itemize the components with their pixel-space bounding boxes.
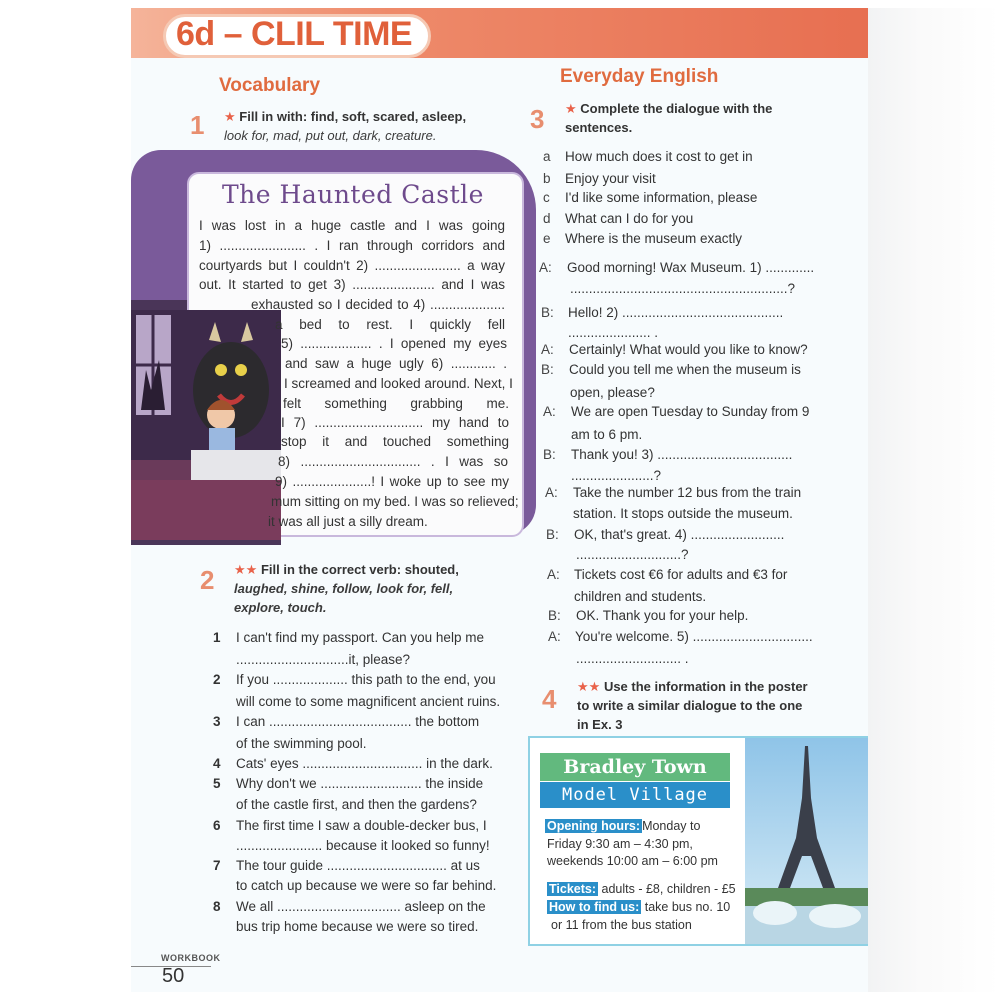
star-icon: ★★: [577, 679, 601, 694]
poster-hours-line3: weekends 10:00 am – 6:00 pm: [547, 854, 718, 868]
dialogue-line: Good morning! Wax Museum. 1) .............: [567, 260, 815, 275]
option-letter: d: [543, 211, 551, 226]
story-line: I was lost in a huge castle and I was going: [199, 218, 505, 233]
page-title: 6d – CLIL TIME: [176, 15, 413, 53]
exercise-2-line: bus trip home because we were so tired.: [236, 919, 479, 934]
story-line: it was all just a silly dream.: [268, 514, 428, 529]
haunted-castle-illustration: [131, 310, 281, 540]
dialogue-line: children and students.: [574, 589, 707, 604]
exercise-1-instruction: [224, 107, 466, 145]
star-icon: ★: [565, 101, 577, 116]
option-text: What can I do for you: [565, 211, 694, 226]
item-number: 6: [213, 818, 221, 833]
story-line: out. It started to get 3) ...................... and I was: [199, 277, 505, 292]
exercise-2-line: will come to some magnificent ancient ruins.: [236, 694, 501, 709]
instruction-line: look for, mad, put out, dark, creature.: [224, 128, 437, 143]
instruction-line: to write a similar dialogue to the one: [577, 698, 803, 713]
story-line: felt something grabbing me.: [283, 396, 509, 411]
poster-title-1: Bradley Town: [540, 753, 730, 781]
vocabulary-heading: Vocabulary: [219, 75, 321, 96]
option-text: How much does it cost to get in: [565, 149, 753, 164]
option-text: Where is the museum exactly: [565, 231, 743, 246]
story-line: stop it and touched something: [281, 434, 509, 449]
instruction-line: Complete the dialogue with the: [580, 101, 773, 116]
exercise-2-line: Cats' eyes ................................ in the dark.: [236, 756, 493, 771]
exercise-2-instruction: [234, 560, 459, 617]
instruction-line: explore, touch.: [234, 600, 327, 615]
poster-find-text1: take bus no. 10: [644, 900, 731, 914]
dialogue-line: OK. Thank you for your help.: [576, 608, 749, 623]
speaker-label: A:: [539, 260, 552, 275]
instruction-line: in Ex. 3: [577, 717, 623, 732]
exercise-2-line: of the swimming pool.: [236, 736, 367, 751]
story-line: I screamed and looked around. Next, I: [284, 376, 513, 391]
star-icon: ★★: [234, 562, 258, 577]
item-number: 8: [213, 899, 221, 914]
exercise-4-instruction: [577, 677, 808, 734]
speaker-label: A:: [541, 342, 554, 357]
dialogue-line: Tickets cost €6 for adults and €3 for: [574, 567, 788, 582]
dialogue-line: Could you tell me when the museum is: [569, 362, 801, 377]
poster-title-2: Model Village: [540, 782, 730, 808]
dialogue-line: Thank you! 3) ....................................: [571, 447, 793, 462]
dialogue-line: OK, that's great. 4) .........................: [574, 527, 785, 542]
item-number: 7: [213, 858, 221, 873]
dialogue-line: ............................ .: [576, 651, 689, 666]
exercise-2-line: ....................... because it looked so funny!: [236, 838, 490, 853]
item-number: 5: [213, 776, 221, 791]
exercise-2-line: The tour guide ................................ at us: [236, 858, 480, 873]
speaker-label: A:: [547, 567, 560, 582]
dialogue-line: open, please?: [570, 385, 655, 400]
instruction-line: sentences.: [565, 120, 633, 135]
story-line: 1) ....................... . I ran through corridors and: [199, 238, 505, 253]
exercise-3-instruction: [565, 99, 772, 137]
exercise-2-line: I can't find my passport. Can you help me: [236, 630, 484, 645]
story-line: exhausted so I decided to 4) ....................: [251, 297, 505, 312]
option-letter: a: [543, 149, 551, 164]
poster-tickets-text: adults - £8, children - £5: [601, 882, 736, 896]
speaker-label: A:: [545, 485, 558, 500]
speaker-label: B:: [541, 362, 554, 377]
option-text: I'd like some information, please: [565, 190, 758, 205]
story-title: The Haunted Castle: [222, 180, 484, 209]
instruction-line: Fill in the correct verb: shouted,: [260, 562, 459, 577]
dialogue-line: ............................?: [576, 547, 689, 562]
exercise-3-number: 3: [530, 104, 545, 134]
item-number: 3: [213, 714, 221, 729]
exercise-1-number: 1: [190, 110, 205, 140]
option-text: Enjoy your visit: [565, 171, 656, 186]
story-line: mum sitting on my bed. I was so relieved;: [271, 494, 519, 509]
item-number: 2: [213, 672, 221, 687]
option-letter: b: [543, 171, 551, 186]
poster-hours-label: Opening hours:: [547, 819, 641, 833]
story-line: courtyards but I couldn't 2) ....................... a way: [199, 258, 505, 273]
dialogue-line: Take the number 12 bus from the train: [573, 485, 802, 500]
poster-hours: [545, 819, 700, 833]
dialogue-line: Certainly! What would you like to know?: [569, 342, 808, 357]
star-icon: ★: [224, 109, 236, 124]
exercise-2-line: to catch up because we were so far behind.: [236, 878, 497, 893]
speaker-label: B:: [543, 447, 556, 462]
story-line: 9) .....................! I woke up to see my: [275, 474, 509, 489]
instruction-line: Use the information in the poster: [603, 679, 808, 694]
option-letter: c: [543, 190, 550, 205]
speaker-label: B:: [541, 305, 554, 320]
exercise-2-line: If you .................... this path to the end, you: [236, 672, 496, 687]
speaker-label: A:: [548, 629, 561, 644]
exercise-2-line: ..............................it, please?: [236, 652, 411, 667]
poster-hours-line2: Friday 9:30 am – 4:30 pm,: [547, 837, 693, 851]
option-letter: e: [543, 231, 551, 246]
speaker-label: A:: [543, 404, 556, 419]
instruction-line: laughed, shine, follow, look for, fell,: [234, 581, 454, 596]
dialogue-line: Hello! 2) ...........................................: [568, 305, 784, 320]
poster-hours-line1: Monday to: [642, 819, 701, 833]
dialogue-line: ......................?: [571, 468, 662, 483]
dialogue-line: ..........................................................?: [570, 281, 796, 296]
story-line: and saw a huge ugly 6) ............ .: [285, 356, 507, 371]
poster-find-text2: or 11 from the bus station: [551, 918, 692, 932]
dialogue-line: We are open Tuesday to Sunday from 9: [571, 404, 810, 419]
exercise-2-line: We all ................................. asleep on the: [236, 899, 486, 914]
exercise-2-line: Why don't we ........................... the inside: [236, 776, 484, 791]
item-number: 1: [213, 630, 221, 645]
item-number: 4: [213, 756, 221, 771]
exercise-2-number: 2: [200, 565, 215, 595]
poster-find: [547, 900, 730, 914]
dialogue-line: am to 6 pm.: [571, 427, 643, 442]
page-number: 50: [162, 965, 185, 987]
everyday-english-heading: Everyday English: [560, 66, 719, 87]
page-edge-shadow: [868, 8, 1000, 992]
poster-tickets: [547, 882, 736, 896]
story-line: I 7) ............................. my hand to: [281, 415, 509, 430]
story-line: a bed to rest. I quickly fell: [275, 317, 505, 332]
story-line: 8) ................................ . I was so: [278, 454, 508, 469]
speaker-label: B:: [548, 608, 561, 623]
workbook-label: WORKBOOK: [161, 953, 221, 963]
exercise-2-line: of the castle first, and then the gardens?: [236, 797, 477, 812]
poster-find-label: How to find us:: [549, 900, 640, 914]
story-line: 5) ................... . I opened my eyes: [281, 336, 507, 351]
exercise-2-line: The first time I saw a double-decker bus, I: [236, 818, 487, 833]
dialogue-line: You're welcome. 5) ................................: [575, 629, 813, 644]
dialogue-line: ...................... .: [568, 325, 659, 340]
speaker-label: B:: [546, 527, 559, 542]
dialogue-line: station. It stops outside the museum.: [573, 506, 793, 521]
exercise-4-number: 4: [542, 684, 557, 714]
instruction-line: Fill in with: find, soft, scared, asleep,: [239, 109, 467, 124]
eiffel-tower-photo: [745, 738, 868, 944]
poster-tickets-label: Tickets:: [549, 882, 597, 896]
exercise-2-line: I can ...................................... the bottom: [236, 714, 480, 729]
